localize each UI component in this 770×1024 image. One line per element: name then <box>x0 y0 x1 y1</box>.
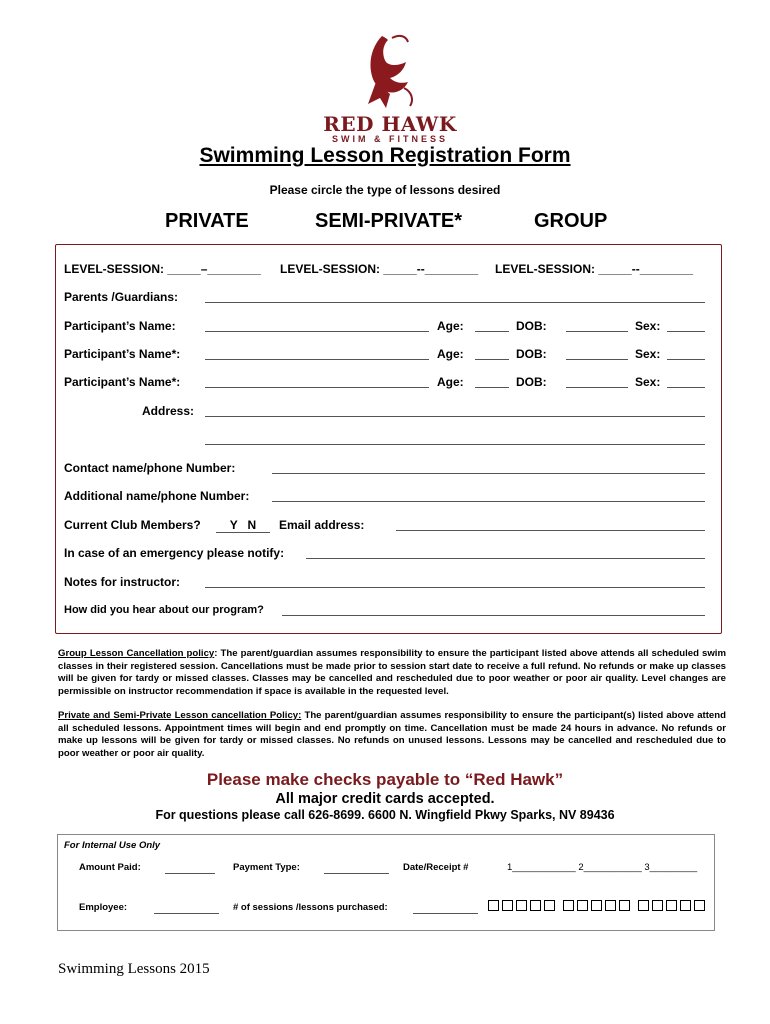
checkbox-group-3[interactable] <box>638 897 708 915</box>
club-member-yn[interactable]: Y N <box>216 518 270 533</box>
group-policy-heading: Group Lesson Cancellation policy <box>58 648 215 659</box>
level-session-2[interactable]: LEVEL-SESSION: _____--________ <box>280 262 479 276</box>
date-receipt-label: Date/Receipt # <box>403 862 469 873</box>
dob-label: DOB: <box>516 375 547 389</box>
form-title: Swimming Lesson Registration Form <box>199 144 571 167</box>
participant3-sex-field[interactable] <box>667 387 705 388</box>
participant3-name-field[interactable] <box>205 387 429 388</box>
participant2-name-field[interactable] <box>205 359 429 360</box>
private-policy-text: The parent/guardian assumes responsibility to ensure the participant(s) listed above attend all scheduled lessons. Appointment times will begin and end promptly on time. Cancellation must be made 24 hours in advance. No refunds or make up lessons will be given for tardy or missed classes. No refunds on unused lessons. Lessons may be cancelled and rescheduled due to poor weather or poor air quality. <box>58 710 726 759</box>
participant1-dob-field[interactable] <box>566 331 628 332</box>
address-field-1[interactable] <box>205 416 705 417</box>
address-field-2[interactable] <box>205 444 705 445</box>
employee-label: Employee: <box>79 902 128 913</box>
sex-label: Sex: <box>635 319 661 333</box>
logo-tagline: SWIM & FITNESS <box>332 134 448 144</box>
sessions-field[interactable] <box>413 913 478 914</box>
checkbox-group-2[interactable] <box>563 897 633 915</box>
checkbox-group-1[interactable] <box>488 897 558 915</box>
payment-type-field[interactable] <box>324 873 389 874</box>
credit-cards: All major credit cards accepted. <box>275 791 495 807</box>
group-policy <box>58 648 726 698</box>
lesson-type-private[interactable]: PRIVATE <box>165 210 249 232</box>
participant3-label: Participant’s Name*: <box>64 375 181 389</box>
participant1-label: Participant’s Name: <box>64 319 176 333</box>
additional-contact-label: Additional name/phone Number: <box>64 489 250 503</box>
logo <box>310 32 470 142</box>
internal-use-heading: For Internal Use Only <box>64 840 161 851</box>
participant2-label: Participant’s Name*: <box>64 347 181 361</box>
group-policy-text: : The parent/guardian assumes responsibility to ensure the participant listed above attends all scheduled swim classes in their registered session. Cancellations must be made prior to session start date to receive a full refund. No refunds or make up classes will be given for tardy or missed classes. Classes may be cancelled and rescheduled due to poor weather or poor air quality. Level changes are permissible on instructor recommendation if space is available in the requested level. <box>58 648 726 697</box>
age-label: Age: <box>437 347 464 361</box>
form-subtitle: Please circle the type of lessons desired <box>269 183 501 197</box>
emergency-label: In case of an emergency please notify: <box>64 546 285 560</box>
email-label: Email address: <box>279 518 365 532</box>
parents-label: Parents /Guardians: <box>64 290 179 304</box>
participant3-dob-field[interactable] <box>566 387 628 388</box>
level-session-1[interactable]: LEVEL-SESSION: _____–________ <box>64 262 261 276</box>
session-checkboxes[interactable] <box>488 897 713 915</box>
age-label: Age: <box>437 375 464 389</box>
dob-label: DOB: <box>516 347 547 361</box>
private-policy-heading: Private and Semi-Private Lesson cancellation Policy: <box>58 710 302 721</box>
amount-paid-label: Amount Paid: <box>79 862 141 873</box>
checks-payable: Please make checks payable to “Red Hawk” <box>206 770 564 789</box>
notes-label: Notes for instructor: <box>64 575 181 589</box>
contact-field[interactable] <box>272 473 705 474</box>
amount-paid-field[interactable] <box>165 873 215 874</box>
contact-label: Contact name/phone Number: <box>64 461 236 475</box>
level-session-3[interactable]: LEVEL-SESSION: _____--________ <box>495 262 694 276</box>
participant2-dob-field[interactable] <box>566 359 628 360</box>
participant1-sex-field[interactable] <box>667 331 705 332</box>
private-policy <box>58 710 726 760</box>
lesson-type-semi-private[interactable]: SEMI-PRIVATE* <box>315 210 463 232</box>
logo-name: RED HAWK <box>323 112 457 136</box>
parents-field[interactable] <box>205 302 705 303</box>
hawk-icon <box>310 32 470 112</box>
payment-type-label: Payment Type: <box>233 862 300 873</box>
footer-text: Swimming Lessons 2015 <box>58 961 210 977</box>
age-label: Age: <box>437 319 464 333</box>
receipt-fields[interactable]: 1____________ 2___________ 3_________ <box>507 862 698 873</box>
lesson-type-group[interactable]: GROUP <box>534 210 608 232</box>
participant1-age-field[interactable] <box>475 331 509 332</box>
participant2-sex-field[interactable] <box>667 359 705 360</box>
address-label: Address: <box>142 404 195 418</box>
participant3-age-field[interactable] <box>475 387 509 388</box>
hear-about-field[interactable] <box>282 615 705 616</box>
hear-about-label: How did you hear about our program? <box>64 604 264 616</box>
sex-label: Sex: <box>635 375 661 389</box>
club-member-label: Current Club Members? <box>64 518 201 532</box>
employee-field[interactable] <box>154 913 219 914</box>
participant1-name-field[interactable] <box>205 331 429 332</box>
additional-contact-field[interactable] <box>272 501 705 502</box>
email-field[interactable] <box>396 530 705 531</box>
participant2-age-field[interactable] <box>475 359 509 360</box>
dob-label: DOB: <box>516 319 547 333</box>
emergency-field[interactable] <box>306 558 705 559</box>
questions-contact: For questions please call 626-8699. 6600 N. Wingfield Pkwy Sparks, NV 89436 <box>155 808 615 822</box>
sex-label: Sex: <box>635 347 661 361</box>
sessions-label: # of sessions /lessons purchased: <box>233 902 388 913</box>
notes-field[interactable] <box>205 587 705 588</box>
